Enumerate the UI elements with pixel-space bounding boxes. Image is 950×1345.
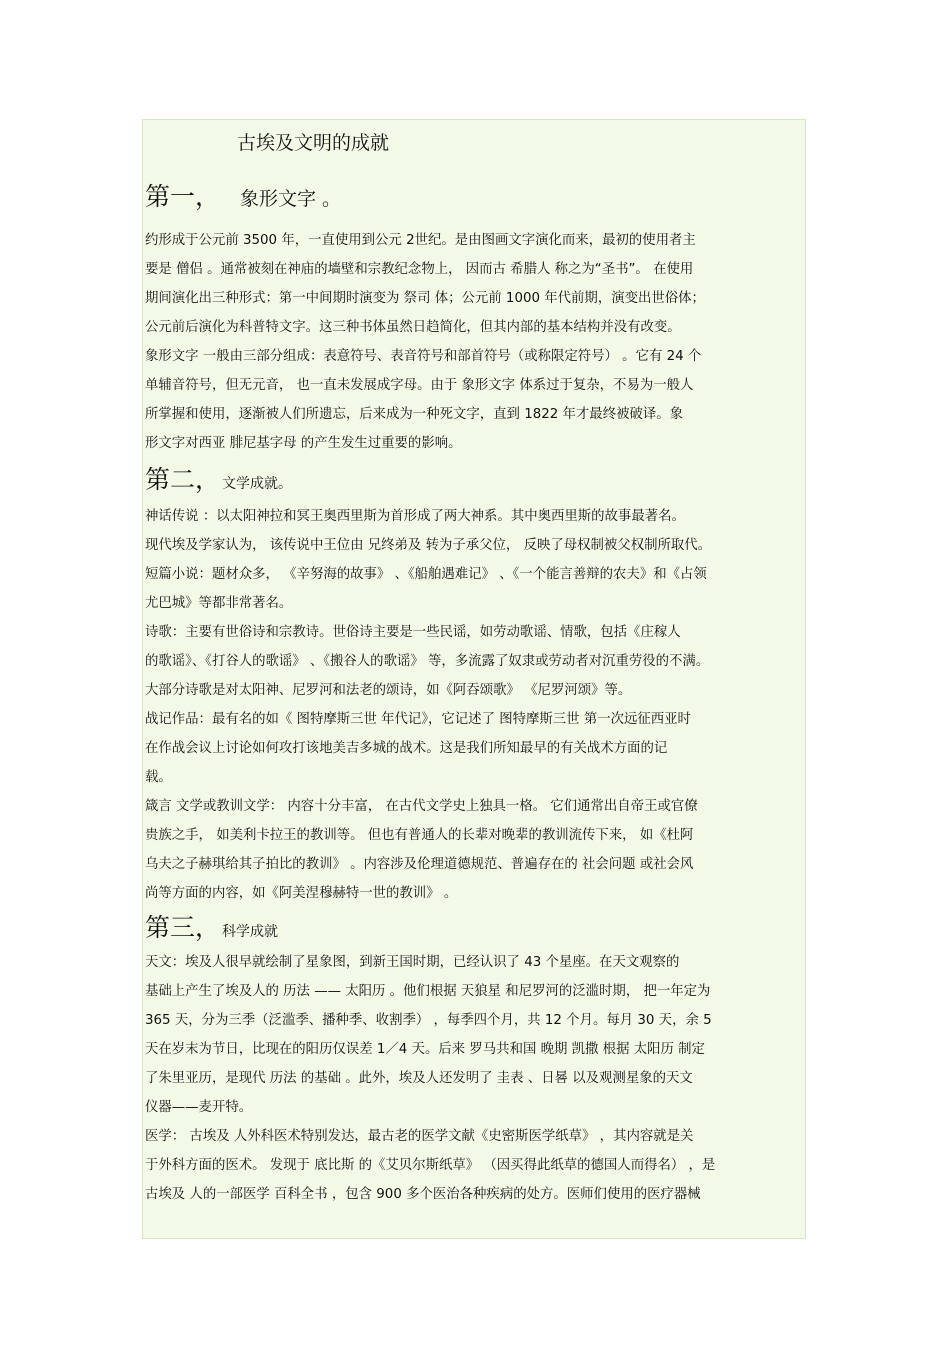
section-1-title: 象形文字 。 <box>240 188 342 210</box>
text-line: 贵族之手， 如美利卡拉王的教训等。 但也有普通人的长辈对晚辈的教训流传下来， 如《杜阿 <box>145 828 694 843</box>
text-line: 在作战会议上讨论如何攻打该地美吉多城的战术。这是我们所知最早的有关战术方面的记 <box>145 741 668 756</box>
section-1-number: 第一， <box>145 182 221 211</box>
document-content <box>145 120 805 1209</box>
text-line: 于外科方面的医术。 发现于 底比斯 的《艾贝尔斯纸草》 （因买得此纸草的德国人而得名） ，是 <box>145 1158 716 1173</box>
text-line: 短篇小说：题材众多， 《辛努海的故事》 、《船舶遇难记》 、《一个能言善辩的农夫》和《占领 <box>145 567 707 582</box>
text-line: 神话传说 ：以太阳神拉和冥王奥西里斯为首形成了两大神系。其中奥西里斯的故事最著名。 <box>145 509 685 524</box>
text-line: 期间演化出三种形式：第一中间期时演变为 祭司 体；公元前 1000 年代前期，演变出世俗体； <box>145 291 705 306</box>
section-3-title: 科学成就 <box>222 924 279 940</box>
section-2-heading <box>145 464 805 496</box>
text-line: 所掌握和使用，逐渐被人们所遗忘，后来成为一种死文字，直到 1822 年才最终被破译。象 <box>145 407 684 422</box>
text-line: 形文字对西亚 腓尼基字母 的产生发生过重要的影响。 <box>145 436 462 451</box>
text-line: 要是 僧侣 。通常被刻在神庙的墙壁和宗教纪念物上， 因而古 希腊人 称之为“圣书”。 在使用 <box>145 262 694 277</box>
text-line: 医学： 古埃及 人外科医术特别发达，最古老的医学文献《史密斯医学纸草》 ，其内容就是关 <box>145 1129 694 1144</box>
text-line: 天文：埃及人很早就绘制了星象图，到新王国时期，已经认识了 43 个星座。在天文观察的 <box>145 955 680 970</box>
section-2-body <box>145 502 805 908</box>
text-line: 尤巴城》等都非常著名。 <box>145 596 293 611</box>
document-title: 古埃及文明的成就 <box>237 132 390 154</box>
section-3-number: 第三， <box>145 913 221 942</box>
section-1-heading <box>145 180 805 214</box>
section-3-heading <box>145 912 805 944</box>
text-line: 的歌谣》、《打谷人的歌谣》 、《搬谷人的歌谣》 等，多流露了奴隶或劳动者对沉重劳役的不满。 <box>145 654 710 669</box>
document-page <box>142 119 806 1239</box>
section-2-number: 第二， <box>145 465 221 494</box>
text-line: 尚等方面的内容，如《阿美涅穆赫特一世的教训》 。 <box>145 886 458 901</box>
text-line: 约形成于公元前 3500 年，一直使用到公元 2世纪。是由图画文字演化而来，最初的使用者主 <box>145 233 696 248</box>
text-line: 单辅音符号，但无元音， 也一直未发展成字母。由于 象形文字 体系过于复杂，不易为一般人 <box>145 378 694 393</box>
text-line: 箴言 文学或教训文学： 内容十分丰富， 在古代文学史上独具一格。 它们通常出自帝王或官僚 <box>145 799 698 814</box>
section-2-title: 文学成就。 <box>222 476 293 492</box>
text-line: 乌夫之子赫琪给其子拍比的教训》 。内容涉及伦理道德规范、普遍存在的 社会问题 或社会风 <box>145 857 694 872</box>
text-line: 基础上产生了埃及人的 历法 —— 太阳历 。他们根据 天狼星 和尼罗河的泛滥时期， 把一年定为 <box>145 984 711 999</box>
text-line: 象形文字 一般由三部分组成：表意符号、表音符号和部首符号（或称限定符号） 。它有 24 个 <box>145 349 702 364</box>
text-line: 天在岁末为节日，比现在的阳历仅误差 1／4 天。后来 罗马共和国 晚期 凯撒 根据 太阳历 制定 <box>145 1042 705 1057</box>
text-line: 了朱里亚历，是现代 历法 的基础 。此外，埃及人还发明了 圭表 、日晷 以及观测星象的天文 <box>145 1071 693 1086</box>
text-line: 仪器——麦开特。 <box>145 1100 253 1115</box>
text-line: 战记作品：最有名的如《 图特摩斯三世 年代记》，它记述了 图特摩斯三世 第一次远征西亚时 <box>145 712 691 727</box>
text-line: 载。 <box>145 770 172 785</box>
text-line: 公元前后演化为科普特文字。这三种书体虽然日趋简化，但其内部的基本结构并没有改变。 <box>145 320 681 335</box>
text-line: 大部分诗歌是对太阳神、尼罗河和法老的颂诗，如《阿吞颂歌》 《尼罗河颂》等。 <box>145 683 632 698</box>
text-line: 诗歌：主要有世俗诗和宗教诗。世俗诗主要是一些民谣，如劳动歌谣、情歌，包括《庄稼人 <box>145 625 681 640</box>
text-line: 365 天，分为三季（泛滥季、播种季、收割季） ，每季四个月，共 12 个月。每月 30 天，余 5 <box>145 1013 712 1028</box>
section-3-body <box>145 948 805 1209</box>
text-line: 古埃及 人的一部医学 百科全书 ，包含 900 多个医治各种疾病的处方。医师们使用的医疗器械 <box>145 1187 701 1202</box>
section-1-body <box>145 226 805 458</box>
text-line: 现代埃及学家认为， 该传说中王位由 兄终弟及 转为子承父位， 反映了母权制被父权制所取代。 <box>145 538 712 553</box>
